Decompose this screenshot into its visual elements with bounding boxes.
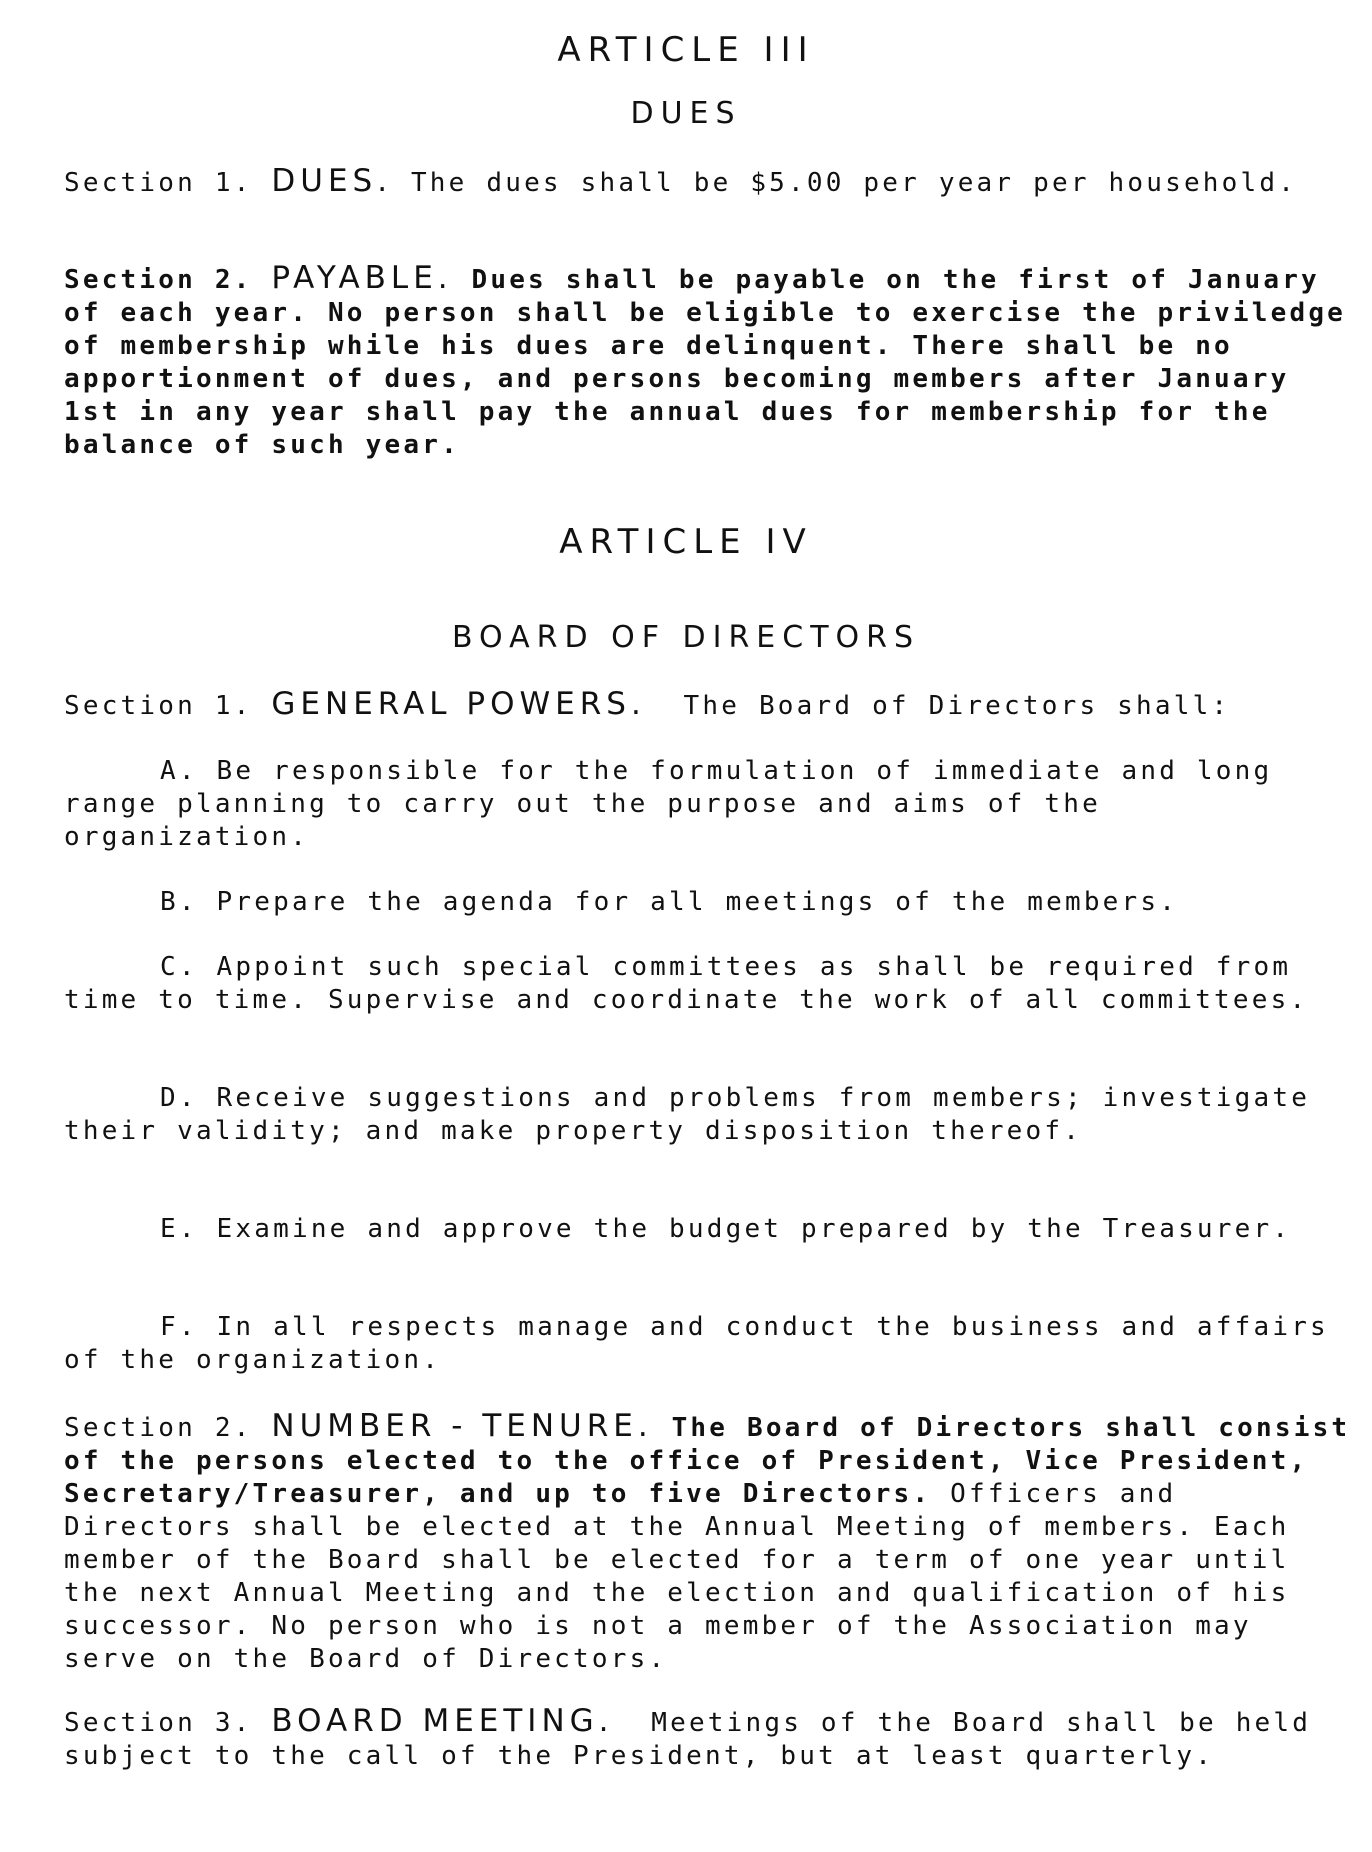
- section-prefix: Section 1.: [64, 691, 253, 721]
- section-title: GENERAL POWERS.: [271, 686, 646, 722]
- article-iv-section-3: [64, 1705, 1364, 1773]
- article-iv-section-2: [64, 1408, 1370, 1676]
- section-prefix: Section 2.: [64, 265, 253, 295]
- article-iii-section-1: [64, 165, 1364, 200]
- powers-item-c: C. Appoint such special committees as shall be required from time to time. Supervise and coordinate the work of all committees.: [64, 952, 1311, 1015]
- section-text: Dues shall be payable on the first of January of each year. No person shall be eligible to exercise the priviledge of membership while his dues are delinquent. There shall be no apportionment of dues, and persons becoming members after January 1st in any year shall pay the annual dues for membership for the balance of such year.: [64, 265, 1365, 460]
- section-title: NUMBER - TENURE.: [271, 1408, 653, 1444]
- powers-item-f: F. In all respects manage and conduct the business and affairs of the organization.: [64, 1312, 1348, 1375]
- board-of-directors-heading: BOARD OF DIRECTORS: [451, 620, 921, 655]
- section-text: The Board of Directors shall:: [683, 691, 1231, 721]
- article-iv-heading: ARTICLE IV: [559, 522, 813, 562]
- section-text: Officers and Directors shall be elected at the Annual Meeting of members. Each member of the Board shall be elected for a term of one year until the next Annual Meeting and the election and qualification of his successor. No person who is not a member of the Association may serve on the Board of Directors.: [64, 1479, 1309, 1674]
- section-prefix: Section 3.: [64, 1708, 253, 1738]
- section-title: PAYABLE.: [271, 260, 453, 296]
- powers-item-e: E. Examine and approve the budget prepared by the Treasurer.: [160, 1214, 1292, 1244]
- article-iii-heading: ARTICLE III: [557, 30, 815, 70]
- section-title: DUES.: [271, 163, 393, 199]
- dues-heading: DUES: [630, 96, 742, 131]
- powers-item-d: D. Receive suggestions and problems from members; investigate their validity; and make property disposition thereof.: [64, 1083, 1329, 1146]
- article-iii-section-2: [64, 262, 1364, 462]
- powers-item-b: B. Prepare the agenda for all meetings of the members.: [160, 887, 1179, 917]
- section-title: BOARD MEETING.: [271, 1703, 614, 1739]
- section-text: The dues shall be $5.00 per year per household.: [410, 168, 1298, 198]
- article-iv-section-1: [64, 688, 1364, 723]
- section-text: Meetings of the Board shall be held subject to the call of the President, but at least quarterly.: [64, 1708, 1330, 1771]
- section-prefix: Section 1.: [64, 168, 253, 198]
- section-bold-text: The Board of Directors shall consist of the persons elected to the office of President, Vice President, Secretary/Treasurer, and up to five Directors.: [64, 1413, 1370, 1509]
- section-prefix: Section 2.: [64, 1413, 253, 1443]
- powers-item-a: A. Be responsible for the formulation of immediate and long range planning to carry out the purpose and aims of the organization.: [64, 756, 1292, 852]
